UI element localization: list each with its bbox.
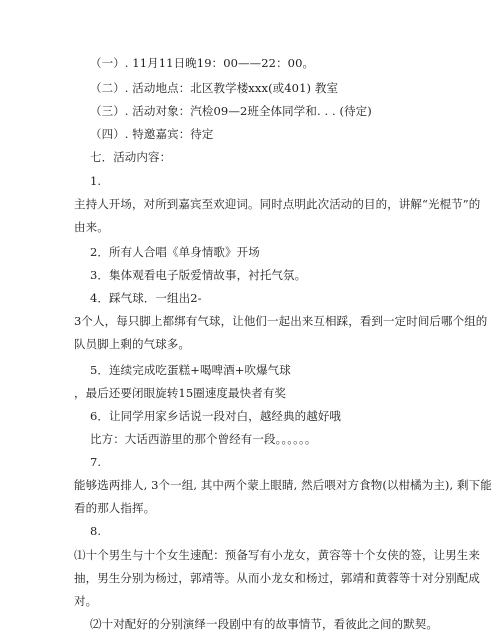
text-line: 8. — [90, 524, 102, 539]
text-line: 由来。 — [74, 219, 109, 234]
text-line: 4．踩气球．一组出2- — [90, 291, 202, 306]
text-line: 主持人开场，对所到嘉宾至欢迎词。同时点明此次活动的目的，讲解“光棍节”的 — [74, 196, 481, 211]
text-line: ⑵十对配好的分别演绎一段剧中有的故事情节，看彼此之间的默契。 — [90, 617, 438, 631]
text-line: 比方：大话西游里的那个曾经有一段。。。。。。 — [90, 431, 317, 446]
text-line: 队员脚上剩的气球多。 — [74, 337, 190, 352]
text-line: ，最后还要闭眼旋转15圈速度最快者有奖 — [74, 385, 287, 400]
text-line: 7. — [90, 455, 102, 470]
text-line: 3．集体观看电子版爱情故事，衬托气氛。 — [90, 268, 307, 283]
text-line: 2．所有人合唱《单身情歌》开场 — [90, 244, 260, 259]
text-line: （三）. 活动对象：汽检09—2班全体同学和. . . (待定) — [90, 104, 372, 119]
text-line: 七．活动内容： — [90, 150, 172, 165]
text-line: 抽，男生分别为杨过，郭靖等。从而小龙女和杨过，郭靖和黄蓉等十对分别配成 — [74, 570, 480, 585]
text-line: （二）. 活动地点：北区教学楼xxx(或401) 教室 — [90, 81, 339, 96]
text-line: （四）. 特邀嘉宾：待定 — [90, 127, 214, 142]
text-line: 3个人，每只脚上都绑有气球，让他们一起出来互相踩，看到一定时间后哪个组的 — [74, 314, 488, 329]
text-line: 6．让同学用家乡话说一段对白，越经典的越好哦 — [90, 408, 342, 423]
text-line: 1. — [90, 173, 102, 188]
text-line: 看的那人指挥。 — [74, 501, 156, 516]
text-line: 5．连续完成吃蛋糕+喝啤酒+吹爆气球 — [90, 362, 291, 377]
text-line: 对。 — [74, 593, 98, 608]
text-line: ⑴十个男生与十个女生速配：预备写有小龙女，黄容等十个女侠的签，让男生来 — [74, 547, 480, 562]
text-line: （一）. 11月11日晚19：00——22：00。 — [90, 56, 315, 70]
text-line: 能够选两排人, 3个一组, 其中两个蒙上眼睛, 然后喂对方食物(以柑橘为主), 剩下能 — [74, 478, 492, 493]
